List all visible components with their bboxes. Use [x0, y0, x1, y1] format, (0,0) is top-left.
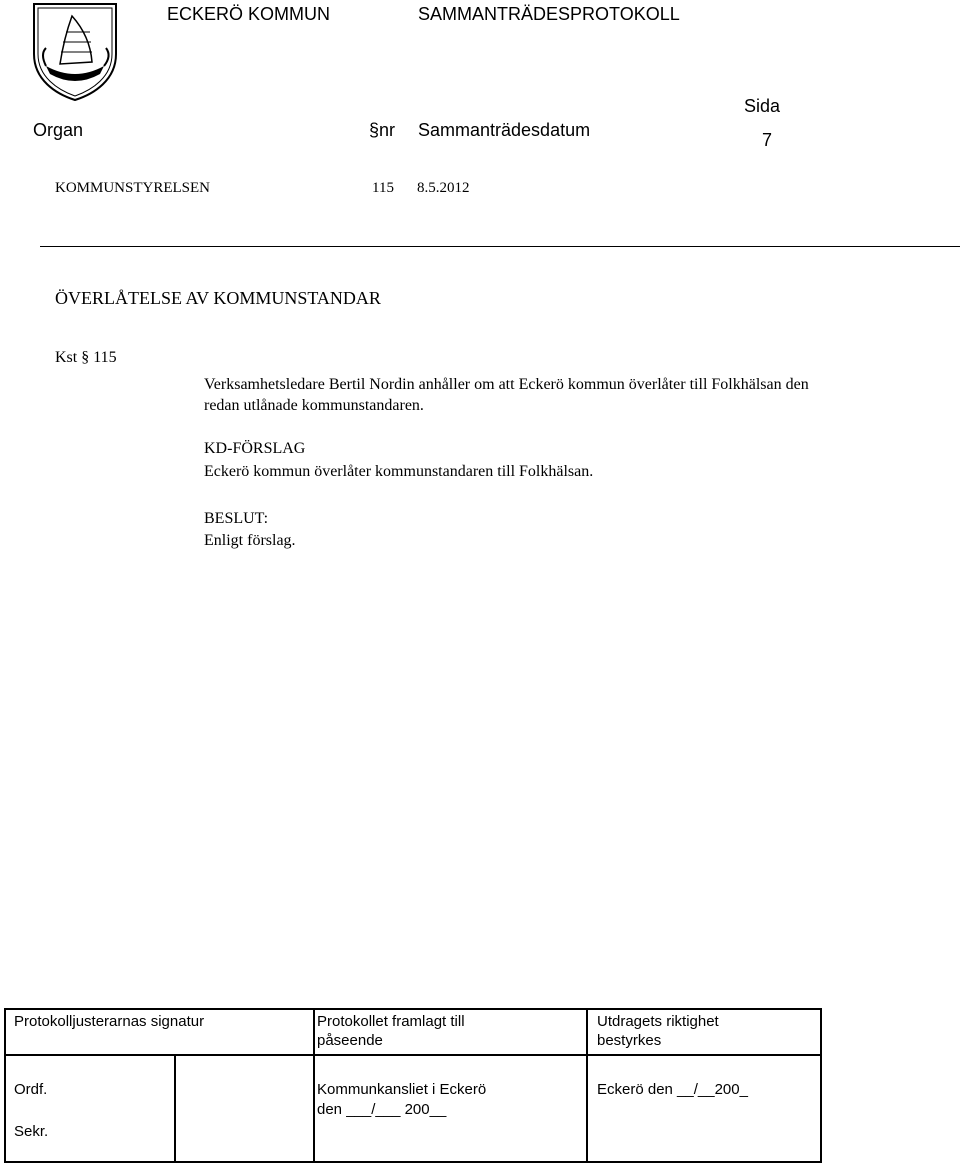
header-org: ECKERÖ KOMMUN [167, 4, 331, 24]
table-divider [174, 1055, 176, 1161]
page-number: 7 [762, 130, 773, 150]
header-divider [40, 246, 960, 247]
proposal-label: KD-FÖRSLAG [204, 440, 306, 457]
label-page: Sida [744, 96, 781, 116]
col3-header-line1: Utdragets riktighet [597, 1013, 719, 1030]
proposal-text: Eckerö kommun överlåter kommunstandaren till Folkhälsan. [204, 463, 594, 480]
value-date: 8.5.2012 [417, 180, 470, 196]
section-number: Kst § 115 [55, 349, 117, 366]
table-divider [6, 1054, 820, 1056]
table-divider [586, 1010, 588, 1161]
col2-header-line2: påseende [317, 1032, 383, 1049]
ordf-label: Ordf. [14, 1081, 48, 1098]
col2-value-line2: den ___/___ 200__ [317, 1101, 447, 1118]
sekr-label: Sekr. [14, 1123, 49, 1140]
col1-header: Protokolljusterarnas signatur [14, 1013, 205, 1030]
municipality-crest-icon [32, 2, 118, 102]
col3-header-line2: bestyrkes [597, 1032, 662, 1049]
label-meeting-date: Sammanträdesdatum [418, 120, 591, 140]
body-paragraph: Verksamhetsledare Bertil Nordin anhåller om att Eckerö kommun överlåter till Folkhälsan den redan utlånade kommunstandaren. [204, 376, 809, 414]
section-heading: ÖVERLÅTELSE AV KOMMUNSTANDAR [55, 288, 381, 308]
label-nr: §nr [369, 120, 396, 140]
col2-value-line1: Kommunkansliet i Eckerö [317, 1081, 487, 1098]
value-body: KOMMUNSTYRELSEN [55, 180, 211, 196]
decision-label: BESLUT: [204, 510, 269, 527]
value-number: 115 [372, 180, 394, 196]
signature-table [4, 1008, 822, 1163]
col3-value: Eckerö den __/__200_ [597, 1081, 748, 1098]
table-divider [313, 1010, 315, 1161]
col2-header-line1: Protokollet framlagt till [317, 1013, 465, 1030]
decision-text: Enligt förslag. [204, 532, 296, 549]
label-organ: Organ [33, 120, 84, 140]
header-doc-title: SAMMANTRÄDESPROTOKOLL [418, 4, 680, 24]
